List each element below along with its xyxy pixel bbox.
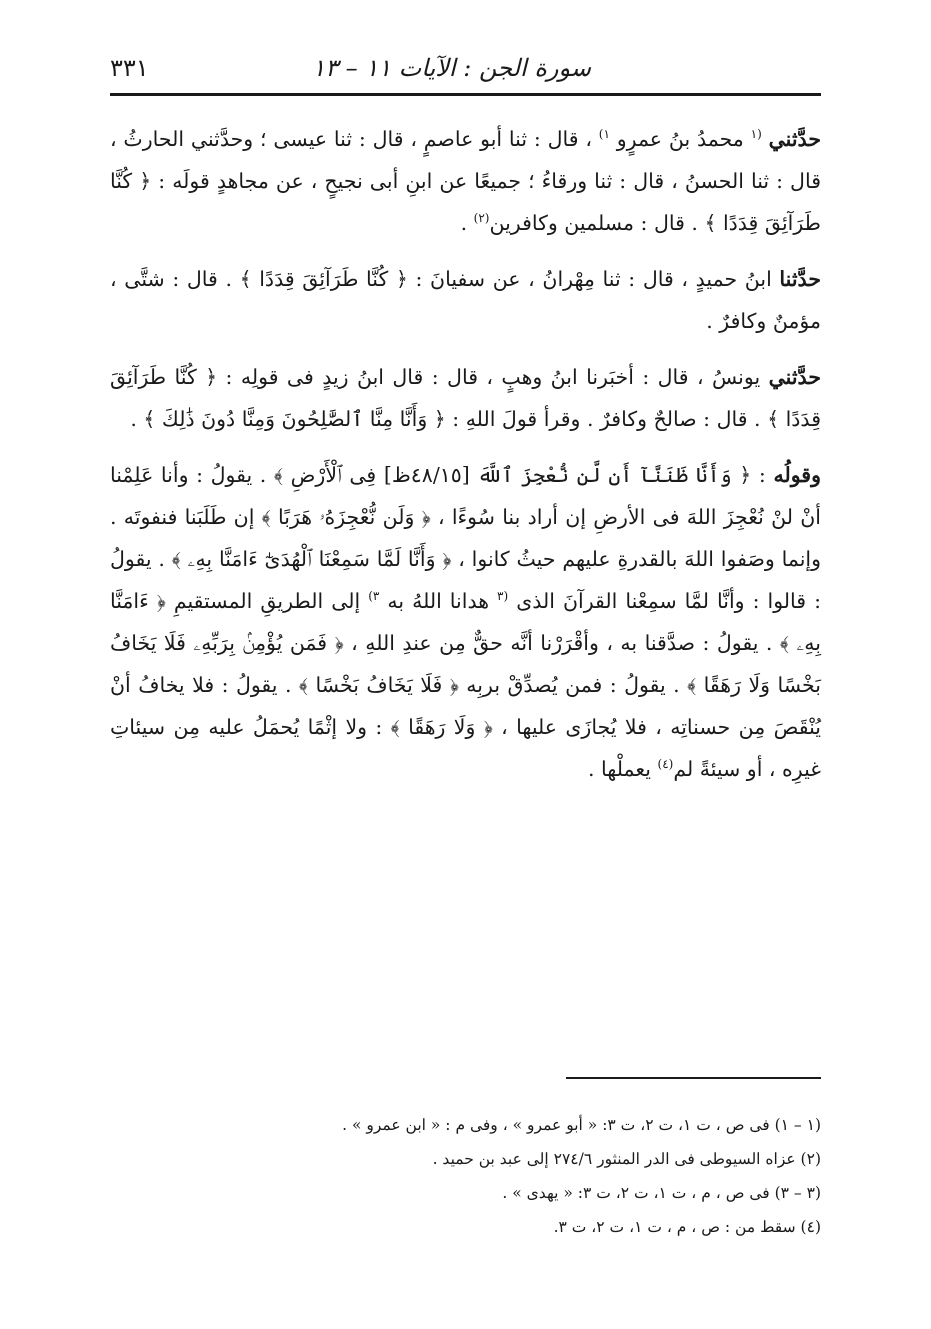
footnotes — [110, 1108, 821, 1244]
page-number: ٣٣١ — [110, 54, 149, 82]
header-rule — [110, 93, 821, 96]
running-header — [110, 48, 821, 92]
paragraph-lead: حدَّثني — [768, 127, 821, 151]
footnote-marker: (٤) — [657, 757, 674, 772]
footnote-marker: ١) — [598, 127, 610, 142]
paragraph-4: وقولُه : ﴿ وَأَنَّا ظَنَنَّآ أَن لَّن نُّعْجِزَ ٱللَّهَ [٤٨/١٥ظ] فِى ٱلْأَرْضِ ﴾ . يقولُ : وأنا عَلِمْنا أنْ لنْ نُعْجِزَ اللهَ فى الأرضِ إن أراد بنا سُوءًا ، ﴿ وَلَن نُّعْجِزَهُۥ هَرَبًا ﴾ إن طَلَبَنا فنفوتَه . وإنما وصَفوا اللهَ بالقدرةِ عليهم حيثُ كانوا ، ﴿ وَأَنَّا لَمَّا سَمِعْنَا ٱلْهُدَىٰٓ ءَامَنَّا بِهِۦ ﴾ . يقولُ : قالوا : وأنَّا لمَّا سمِعْنا القرآنَ الذى $^{(٣}$ هدانا اللهُ به $^{٣)}$ إلى الطريقِ المستقيمِ ﴿ ءَامَنَّا بِهِۦ ﴾ . يقولُ : صدَّقنا به ، وأقْرَرْنا أنَّه حقٌّ مِن عندِ اللهِ ، ﴿ فَمَن يُؤْمِنۢ بِرَبِّهِۦ فَلَا يَخَافُ بَخْسًا وَلَا رَهَقًا ﴾ . يقولُ : فمن يُصدِّقْ بربِه ﴿ فَلَا يَخَافُ بَخْسًا ﴾ . يقولُ : فلا يخافُ أنْ يُنْقَصَ مِن حسناتِه ، فلا يُجازَى عليها ، ﴿ وَلَا رَهَقًا ﴾ : ولا إثْمًا يُحمَلُ عليه مِن سيئاتِ غيرِه ، أو سيئةً لم$^{(٤)}$ يعملْها . — [110, 463, 821, 781]
footnote-marker: (١ — [750, 127, 762, 142]
footnote-3: (٣ – ٣) فى ص ، م ، ت ١، ت ٢، ت ٣: « يهدى » . — [502, 1184, 821, 1202]
footnote-1: (١ – ١) فى ص ، ت ١، ت ٢، ت ٣: « أبو عمرو » ، وفى م : « ابن عمرو » . — [342, 1116, 821, 1134]
main-text — [110, 118, 821, 804]
paragraph-lead: حدَّثني — [768, 365, 821, 389]
paragraph-2: حدَّثنا ابنُ حميدٍ ، قال : ثنا مِهْرانُ ، عن سفيانَ : ﴿ كُنَّا طَرَآئِقَ قِدَدًا ﴾ . قال : شتَّى ، مؤمنٌ وكافرٌ . — [110, 267, 821, 333]
paragraph-3: حدَّثني يونسُ ، قال : أخبَرنا ابنُ وهبٍ ، قال : قال ابنُ زيدٍ فى قولِه : ﴿ كُنَّا طَرَآئِقَ قِدَدًا ﴾ . قال : صالحٌ وكافرٌ . وقرأ قولَ اللهِ : ﴿ وَأَنَّا مِنَّا ٱلصَّٰلِحُونَ وَمِنَّا دُونَ ذَٰلِكَ ﴾ . — [110, 365, 821, 431]
footnote-marker: (٣ — [497, 589, 509, 604]
footnote-4: (٤) سقط من : ص ، م ، ت ١، ت ٢، ت ٣. — [553, 1218, 821, 1236]
paragraph-lead: حدَّثنا — [779, 267, 821, 291]
footnote-2: (٢) عزاه السيوطى فى الدر المنثور ٢٧٤/٦ إلى عبد بن حميد . — [432, 1150, 821, 1168]
footnote-marker: (٢) — [473, 211, 490, 226]
paragraph-1: حدَّثني $^{(١}$ محمدُ بنُ عمرٍو $^{١)}$ ، قال : ثنا أبو عاصمٍ ، قال : ثنا عيسى ؛ وحدَّثني الحارثُ ، قال : ثنا الحسنُ ، قال : ثنا ورقاءُ ؛ جميعًا عن ابنِ أبى نجيحٍ ، عن مجاهدٍ قولَه : ﴿ كُنَّا طَرَآئِقَ قِدَدًا ﴾ . قال : مسلمين وكافرين$^{(٢)}$ . — [110, 127, 821, 235]
manuscript-reference: [٤٨/١٥ظ] — [383, 463, 470, 487]
footnote-separator — [566, 1077, 821, 1079]
footnote-marker: ٣) — [368, 589, 380, 604]
paragraph-lead: وقولُه — [773, 463, 821, 487]
running-title: سورة الجن : الآيات ١١ – ١٣ — [312, 54, 591, 82]
